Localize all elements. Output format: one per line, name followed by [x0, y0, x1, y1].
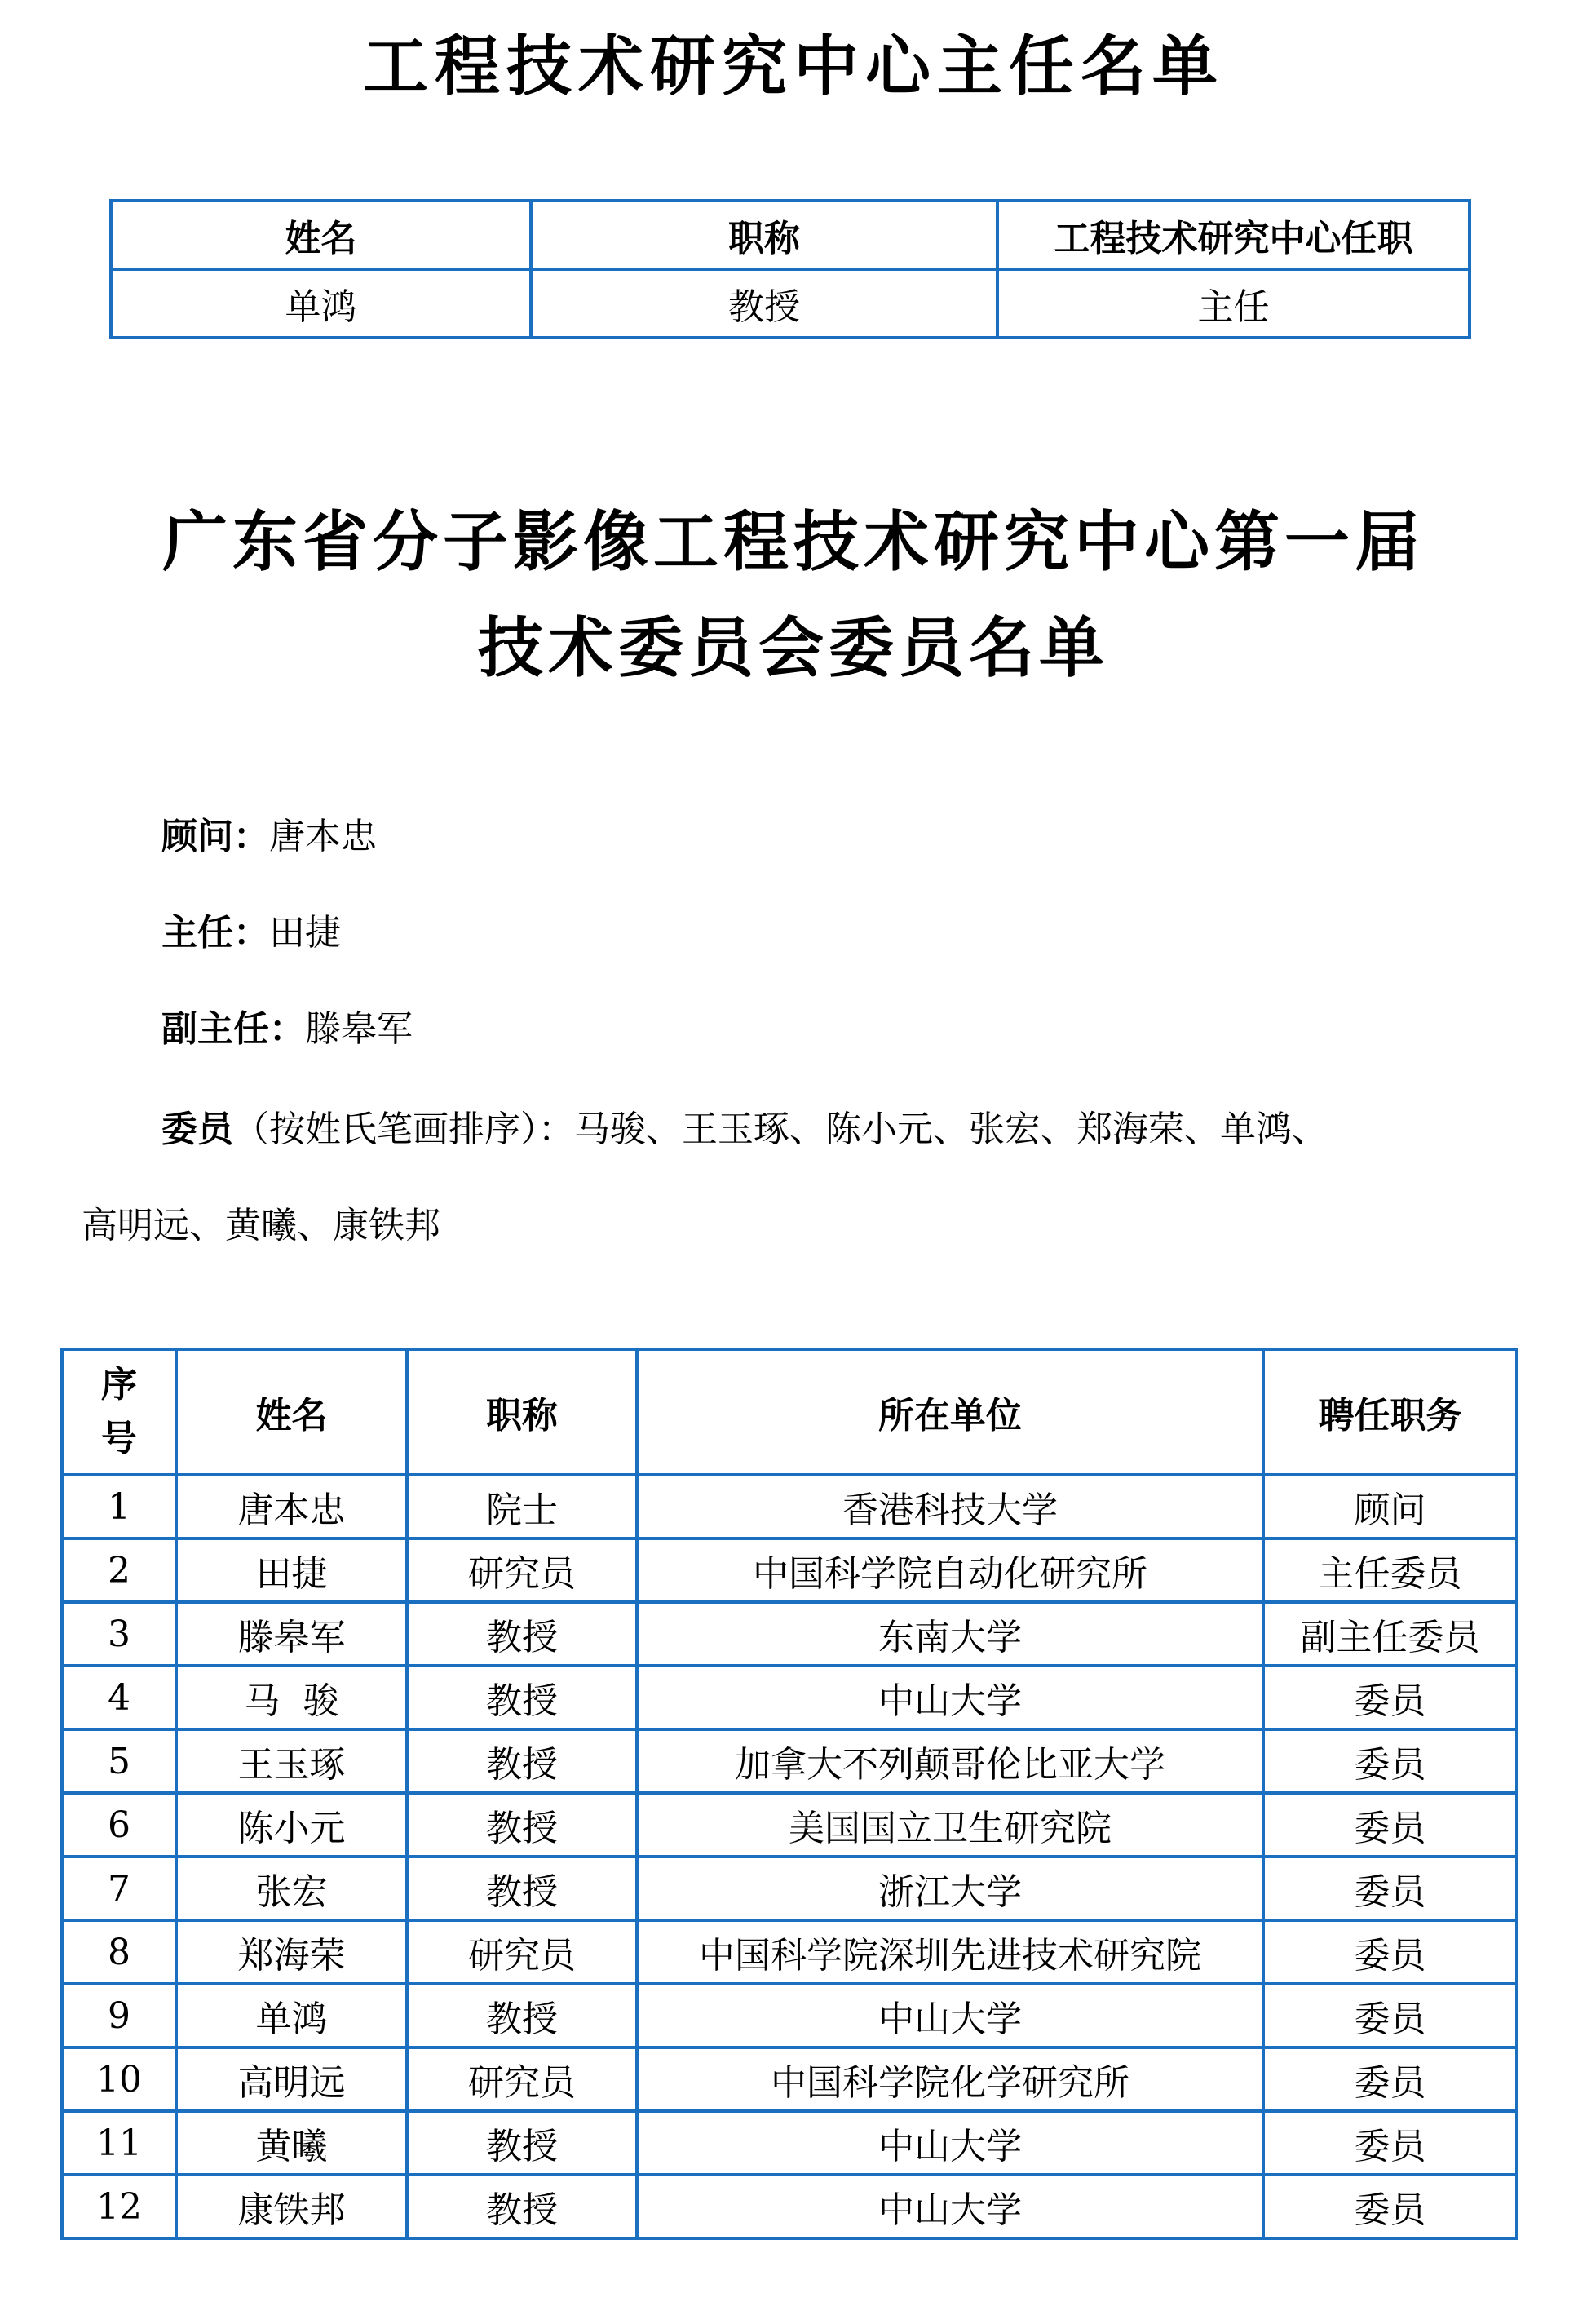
table-row: [62, 1793, 1517, 1857]
cell-appointment: 委员: [1263, 2111, 1517, 2175]
cell-appointment: 委员: [1263, 2047, 1517, 2111]
members-paragraph: [82, 1082, 1517, 1274]
header-seq-bottom: 号: [101, 1418, 137, 1459]
cell-seq: 1: [62, 1475, 176, 1538]
cell-name: 唐本忠: [176, 1475, 407, 1538]
table-row: [62, 2111, 1517, 2175]
cell-seq: 7: [62, 1857, 176, 1920]
cell-affiliation: 中国科学院自动化研究所: [637, 1538, 1263, 1602]
header-title: 职称: [531, 201, 997, 269]
header-seq-top: 序: [101, 1364, 137, 1405]
cell-title: 教授: [407, 1729, 637, 1793]
cell-seq: 9: [62, 1984, 176, 2047]
cell-appointment: 委员: [1263, 1793, 1517, 1857]
members-list-line2: 高明远、黄曦、康铁邦: [82, 1205, 440, 1246]
cell-appointment: 顾问: [1263, 1475, 1517, 1538]
cell-seq: 11: [62, 2111, 176, 2175]
cell-name: 高明远: [176, 2047, 407, 2111]
table-row: [62, 1666, 1517, 1729]
members-table-body: [62, 1475, 1517, 2238]
committee-title-line1: 广东省分子影像工程技术研究中心第一届: [162, 504, 1425, 580]
cell-seq: 4: [62, 1666, 176, 1729]
cell-affiliation: 美国国立卫生研究院: [637, 1793, 1263, 1857]
cell-affiliation: 中山大学: [637, 1984, 1263, 2047]
cell-name: 单鸿: [111, 269, 531, 338]
header-center-role: 工程技术研究中心任职: [997, 201, 1470, 269]
cell-seq: 8: [62, 1920, 176, 1984]
cell-name: 郑海荣: [176, 1920, 407, 1984]
cell-name: 王玉琢: [176, 1729, 407, 1793]
cell-name: 单鸿: [176, 1984, 407, 2047]
cell-appointment: 委员: [1263, 1729, 1517, 1793]
table-row: [62, 1475, 1517, 1538]
cell-seq: 2: [62, 1538, 176, 1602]
table-row: [111, 269, 1470, 338]
cell-affiliation: 中山大学: [637, 2111, 1263, 2175]
cell-appointment: 委员: [1263, 1984, 1517, 2047]
chair-value: 田捷: [269, 912, 341, 954]
cell-appointment: 主任委员: [1263, 1538, 1517, 1602]
committee-members-table: [60, 1348, 1518, 2240]
chair-line: [82, 889, 1517, 985]
cell-seq: 5: [62, 1729, 176, 1793]
cell-title: 教授: [407, 1602, 637, 1666]
director-table: [109, 199, 1471, 339]
cell-seq: 6: [62, 1793, 176, 1857]
cell-affiliation: 中山大学: [637, 2175, 1263, 2238]
cell-title: 教授: [407, 1984, 637, 2047]
cell-name: 田捷: [176, 1538, 407, 1602]
cell-affiliation: 加拿大不列颠哥伦比亚大学: [637, 1729, 1263, 1793]
cell-title: 教授: [407, 2175, 637, 2238]
cell-seq: 12: [62, 2175, 176, 2238]
cell-title: 教授: [531, 269, 997, 338]
cell-name: 张宏: [176, 1857, 407, 1920]
cell-appointment: 委员: [1263, 1920, 1517, 1984]
cell-name: 马 骏: [176, 1666, 407, 1729]
cell-title: 研究员: [407, 1920, 637, 1984]
vice-chair-label: 副主任：: [161, 1008, 305, 1050]
header-title: 职称: [407, 1349, 637, 1475]
cell-affiliation: 中国科学院化学研究所: [637, 2047, 1263, 2111]
header-appointment: 聘任职务: [1263, 1349, 1517, 1475]
advisor-value: 唐本忠: [269, 816, 377, 857]
cell-affiliation: 浙江大学: [637, 1857, 1263, 1920]
header-name: 姓名: [176, 1349, 407, 1475]
committee-roles: [82, 793, 1517, 1274]
cell-name: 滕皋军: [176, 1602, 407, 1666]
cell-appointment: 副主任委员: [1263, 1602, 1517, 1666]
table-row: [62, 1729, 1517, 1793]
cell-appointment: 委员: [1263, 1666, 1517, 1729]
chair-label: 主任：: [161, 912, 269, 954]
header-seq: [62, 1349, 176, 1475]
cell-seq: 3: [62, 1602, 176, 1666]
cell-name: 康铁邦: [176, 2175, 407, 2238]
cell-affiliation: 中山大学: [637, 1666, 1263, 1729]
header-affiliation: 所在单位: [637, 1349, 1263, 1475]
cell-title: 教授: [407, 1793, 637, 1857]
vice-chair-line: [82, 985, 1517, 1082]
cell-role: 主任: [997, 269, 1470, 338]
cell-title: 院士: [407, 1475, 637, 1538]
advisor-line: [82, 793, 1517, 889]
table-row: [62, 1602, 1517, 1666]
header-name: 姓名: [111, 201, 531, 269]
table-row: [62, 1920, 1517, 1984]
cell-title: 教授: [407, 2111, 637, 2175]
members-list-line1: （按姓氏笔画排序）：马骏、王玉琢、陈小元、张宏、郑海荣、单鸿、: [233, 1109, 1328, 1150]
table-row: [62, 2047, 1517, 2111]
cell-name: 黄曦: [176, 2111, 407, 2175]
cell-seq: 10: [62, 2047, 176, 2111]
director-list-title: 工程技术研究中心主任名单: [363, 29, 1224, 104]
cell-affiliation: 东南大学: [637, 1602, 1263, 1666]
cell-title: 研究员: [407, 2047, 637, 2111]
cell-title: 研究员: [407, 1538, 637, 1602]
cell-appointment: 委员: [1263, 2175, 1517, 2238]
members-table-header: [62, 1349, 1517, 1475]
committee-title-line2: 技术委员会委员名单: [478, 610, 1109, 686]
director-table-header: [111, 201, 1470, 269]
vice-chair-value: 滕皋军: [305, 1008, 413, 1050]
table-row: [62, 1857, 1517, 1920]
table-row: [62, 1984, 1517, 2047]
committee-title: [0, 489, 1587, 702]
cell-affiliation: 香港科技大学: [637, 1475, 1263, 1538]
cell-affiliation: 中国科学院深圳先进技术研究院: [637, 1920, 1263, 1984]
cell-appointment: 委员: [1263, 1857, 1517, 1920]
cell-title: 教授: [407, 1857, 637, 1920]
members-label: 委员: [161, 1109, 233, 1150]
cell-title: 教授: [407, 1666, 637, 1729]
advisor-label: 顾问：: [161, 816, 269, 857]
table-row: [62, 2175, 1517, 2238]
table-row: [62, 1538, 1517, 1602]
cell-name: 陈小元: [176, 1793, 407, 1857]
